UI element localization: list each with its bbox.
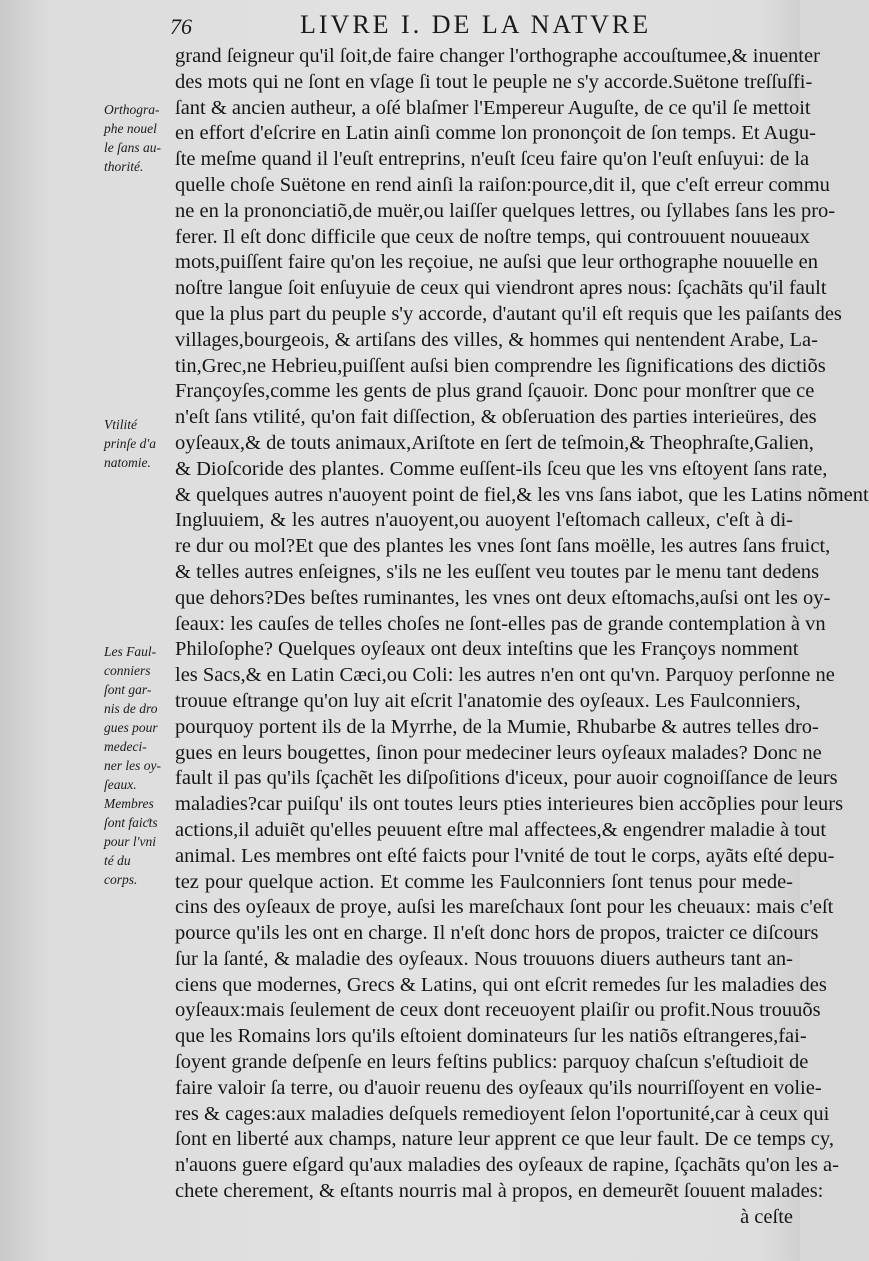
text-line: oyſeaux,& de touts animaux,Ariſtote en ſert de teſmoin,& Theophraſte,Galien,: [175, 431, 814, 454]
text-line: ciens que modernes, Grecs & Latins, qui ont eſcrit remedes ſur les maladies des: [175, 973, 827, 996]
margin-note-line: gues pour: [104, 720, 158, 735]
margin-note-line: medeci-: [104, 739, 147, 754]
text-line: oyſeaux:mais ſeulement de ceux dont receuoyent plaiſir ou profit.Nous trouuõs: [175, 999, 821, 1022]
text-line: actions,il aduiẽt qu'elles peuuent eſtre mal affectees,& engendrer maladie à tout: [175, 818, 827, 841]
text-line: ſont en liberté aux champs, nature leur apprent ce que leur fault. De ce temps cy,: [175, 1128, 834, 1151]
text-line: maladies?car puiſqu' ils ont toutes leurs pties interieures bien accõplies pour leurs: [175, 793, 844, 816]
margin-note-line: té du: [104, 853, 131, 868]
text-line: des mots qui ne ſont en vſage ſi tout le peuple ne s'y accorde.Suëtone treſſuſfi-: [175, 70, 813, 93]
margin-note-line: natomie.: [104, 455, 151, 470]
text-line: fault il pas qu'ils ſçachẽt les diſpoſitions d'iceux, pour auoir cognoiſſance de leurs: [175, 767, 838, 790]
margin-note-line: prinſe d'a: [104, 436, 157, 451]
text-line: n'eſt ſans vtilité, qu'on fait diſſection, & obſeruation des parties interieüres, des: [175, 406, 817, 429]
margin-note-faulconniers: [104, 642, 172, 889]
text-line: mots,puiſſent faire qu'on les reçoiue, ne auſsi que leur orthographe nouuelle en: [175, 251, 818, 274]
body-text: [175, 44, 869, 1231]
text-line: cins des oyſeaux de proye, auſsi les mareſchaux ſont pour les cheuaux: mais c'eſt: [175, 896, 834, 919]
text-line: que la plus part du peuple s'y accorde, d'autant qu'il eſt requis que les paiſants des: [175, 302, 842, 325]
text-line: quelle choſe Suëtone en rend ainſi la raiſon:pource,dit il, que c'eſt erreur commu: [175, 173, 830, 196]
text-line: que dehors?Des beſtes ruminantes, les vnes ont deux eſtomachs,auſsi ont les oy-: [175, 586, 831, 609]
text-line: & telles autres enſeignes, s'ils ne les euſſent veu toutes par le menu tant dedens: [175, 560, 820, 583]
margin-note-line: corps.: [104, 872, 138, 887]
page-number: 76: [170, 14, 192, 39]
text-line: tez pour quelque action. Et comme les Faulconniers ſont tenus pour mede-: [175, 870, 793, 893]
text-line: Philoſophe? Quelques oyſeaux ont deux inteſtins que les Françoys nomment: [175, 638, 799, 661]
margin-note-orthographe: [104, 100, 172, 176]
text-line: gues en leurs bougettes, ſinon pour medeciner leurs oyſeaux malades? Donc ne: [175, 741, 822, 764]
text-line: animal. Les membres ont eſté faicts pour l'vnité de tout le corps, ayãts eſté depu-: [175, 844, 835, 867]
margin-note-line: ner les oy-: [104, 758, 161, 773]
text-line: villages,bourgeois, & artiſans des villes, & hommes qui nentendent Arabe, La-: [175, 328, 818, 351]
text-line: noſtre langue ſoit enſuyuie de ceux qui viendront apres nous: ſçachãts qu'il fault: [175, 277, 827, 300]
margin-note-line: Orthogra-: [104, 102, 160, 117]
text-line: & Dioſcoride des plantes. Comme euſſent-ils ſceu que les vns eſtoyent ſans rate,: [175, 457, 828, 480]
text-line: Françoyſes,comme les gents de plus grand ſçauoir. Donc pour monſtrer que ce: [175, 380, 815, 403]
text-line: res & cages:aux maladies deſquels remedioyent ſelon l'oportunité,car à ceux qui: [175, 1102, 830, 1125]
text-line: ſeaux: les cauſes de telles choſes ne ſont-elles pas de grande contemplation à vn: [175, 612, 826, 635]
text-line: grand ſeigneur qu'il ſoit,de faire changer l'orthographe accouſtumee,& inuenter: [175, 45, 820, 67]
text-line: faire valoir ſa terre, ou d'auoir reuenu des oyſeaux qu'ils nourriſſoyent en volie-: [175, 1076, 822, 1099]
text-line: en effort d'eſcrire en Latin ainſi comme lon prononçoit de ſon temps. Et Augu-: [175, 122, 816, 145]
text-line: Ingluuiem, & les autres n'auoyent,ou auoyent l'eſtomach calleux, c'eſt à di-: [175, 509, 793, 532]
margin-note-line: Vtilité: [104, 417, 137, 432]
margin-note-line: phe nouel: [104, 121, 157, 136]
margin-note-line: nis de dro: [104, 701, 158, 716]
text-line: ſoyent grande deſpenſe en leurs feſtins publics: parquoy chaſcun s'eſtudioit de: [175, 1051, 809, 1074]
margin-note-line: le ſans au-: [104, 140, 161, 155]
text-line: ferer. Il eſt donc difficile que ceux de noſtre temps, qui controuuent nouueaux: [175, 225, 810, 248]
text-line: & quelques autres n'auoyent point de fiel,& les vns ſans iabot, que les Latins nõment: [175, 483, 869, 506]
margin-note-line: Les Faul-: [104, 644, 157, 659]
text-line: ſte meſme quand il l'euſt entreprins, n'euſt ſceu faire qu'on l'euſt enſuyui: de la: [175, 148, 810, 171]
text-line: tin,Grec,ne Hebrieu,puiſſent auſsi bien comprendre les ſignifications des dictiõs: [175, 354, 826, 377]
margin-note-line: Membres: [104, 796, 154, 811]
text-line: que les Romains lors qu'ils eſtoient dominateurs ſur les natiõs eſtrangeres,fai-: [175, 1025, 807, 1048]
margin-note-line: ſeaux.: [104, 777, 137, 792]
text-line: n'auons guere eſgard qu'aux maladies des oyſeaux de rapine, ſçachãts qu'on les a-: [175, 1154, 839, 1177]
margin-note-line: ſont faiƈts: [104, 815, 158, 830]
text-line: ſur la ſanté, & maladie des oyſeaux. Nous trouuons diuers autheurs tant an-: [175, 947, 793, 970]
running-title: LIVRE I. DE LA NATVRE: [300, 10, 652, 39]
margin-note-vtilite: [104, 415, 172, 472]
text-line: les Sacs,& en Latin Cæci,ou Coli: les autres n'en ont qu'vn. Parquoy perſonne ne: [175, 664, 835, 687]
text-line: à ceſte: [740, 1205, 793, 1228]
text-line: ne en la prononciatiõ,de muër,ou laiſſer quelques lettres, ou ſyllabes ſans les pro-: [175, 199, 836, 222]
text-line: pource qu'ils les ont en charge. Il n'eſt donc hors de propos, traicter ce diſcours: [175, 922, 819, 945]
text-line: re dur ou mol?Et que des plantes les vnes ſont ſans moëlle, les autres ſans fruict,: [175, 535, 831, 558]
text-line: ſant & ancien autheur, a oſé blaſmer l'Empereur Auguſte, de ce qu'il ſe mettoit: [175, 96, 811, 119]
text-line: pourquoy portent ils de la Myrrhe, de la Mumie, Rhubarbe & autres telles dro-: [175, 715, 819, 738]
margin-note-line: conniers: [104, 663, 151, 678]
page-header: [0, 8, 800, 40]
margin-note-line: thorité.: [104, 159, 144, 174]
margin-note-line: pour l'vni: [104, 834, 157, 849]
text-line: trouue eſtrange qu'on luy ait eſcrit l'anatomie des oyſeaux. Les Faulconniers,: [175, 689, 801, 712]
text-line: chete cherement, & eſtants nourris mal à propos, en demeurẽt ſouuent malades:: [175, 1180, 824, 1203]
margin-note-line: ſont gar-: [104, 682, 152, 697]
